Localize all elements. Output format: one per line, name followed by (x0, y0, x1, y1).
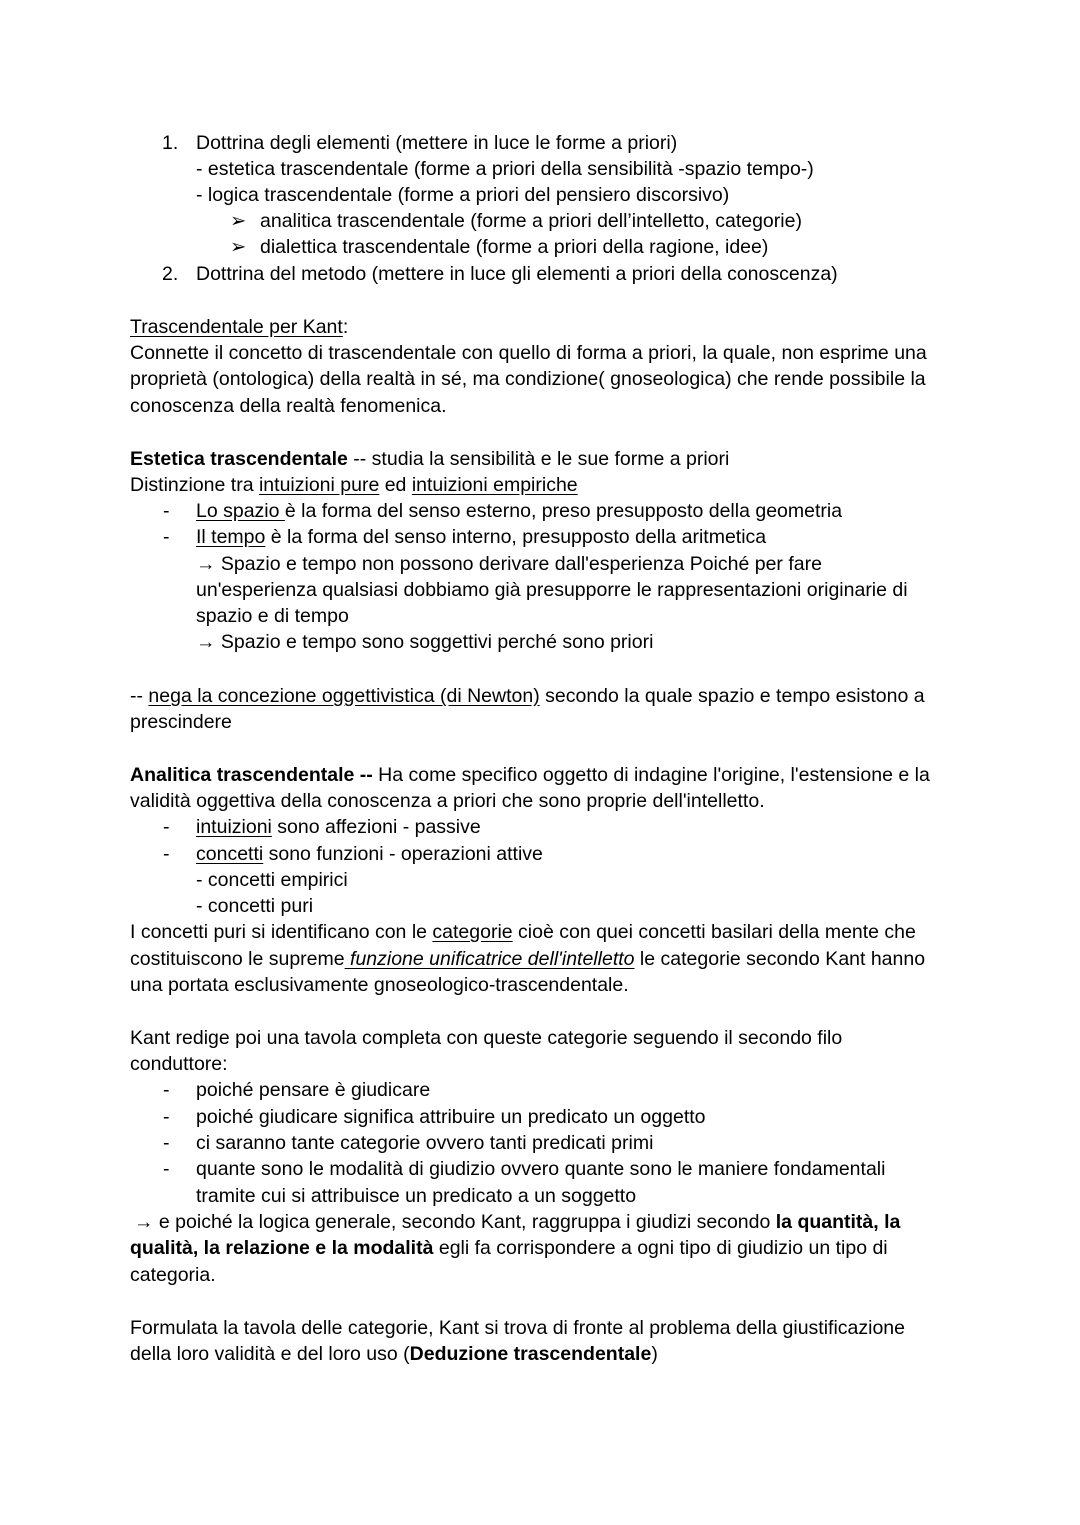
paragraph-line: proprietà (ontologica) della realtà in sé, ma condizione( gnoseologica) che rende possibile la (130, 368, 926, 390)
bullet-modalita: quante sono le modalità di giudizio ovvero quante sono le maniere fondamentali (196, 1158, 886, 1180)
nega-line: -- nega la concezione oggettivistica (di Newton) secondo la quale spazio e tempo esistono a (130, 685, 925, 707)
sub-item-concetti-empirici: - concetti empirici (196, 869, 348, 891)
paragraph-line: conoscenza della realtà fenomenica. (130, 395, 447, 417)
nega-line: prescindere (130, 711, 232, 733)
sub-sub-item-analitica: analitica trascendentale (forme a priori dell’intelletto, categorie) (260, 210, 802, 232)
list-number-2: 2. (162, 263, 179, 285)
paragraph-line: Formulata la tavola delle categorie, Kant si trova di fronte al problema della giustificazione (130, 1317, 906, 1339)
bullet-spazio: Lo spazio è la forma del senso esterno, preso presupposto della geometria (196, 500, 843, 522)
sub-item-estetica: - estetica trascendentale (forme a priori della sensibilità -spazio tempo-) (196, 158, 814, 180)
conclusion-line: un'esperienza qualsiasi dobbiamo già presupporre le rappresentazioni originarie di (196, 579, 908, 601)
list-item-dottrina-elementi: Dottrina degli elementi (mettere in luce le forme a priori) (196, 132, 678, 154)
section-heading-trascendentale: Trascendentale per Kant: (130, 316, 349, 338)
dash-bullet: - (163, 500, 170, 522)
dash-bullet: - (163, 843, 170, 865)
dash-bullet: - (163, 1079, 170, 1101)
sub-item-logica: - logica trascendentale (forme a priori del pensiero discorsivo) (196, 184, 730, 206)
bullet-giudicare: poiché giudicare significa attribuire un predicato un oggetto (196, 1106, 706, 1128)
paragraph-line: costituiscono le supreme funzione unificatrice dell'intelletto le categorie secondo Kant hanno (130, 948, 926, 970)
paragraph-line: validità oggettiva della conoscenza a priori che sono proprie dell'intelletto. (130, 790, 765, 812)
paragraph-line: Connette il concetto di trascendentale con quello di forma a priori, la quale, non esprime una (130, 342, 927, 364)
dash-bullet: - (163, 1132, 170, 1154)
section-heading-estetica: Estetica trascendentale -- studia la sensibilità e le sue forme a priori (130, 448, 730, 470)
arrow-bullet-icon: ➢ (230, 210, 247, 232)
arrow-bullet-icon: ➢ (230, 236, 247, 258)
section-heading-analitica: Analitica trascendentale -- Ha come specifico oggetto di indagine l'origine, l'estensione e la (130, 764, 930, 786)
conclusion-line: → e poiché la logica generale, secondo Kant, raggruppa i giudizi secondo la quantità, la (134, 1211, 901, 1233)
bullet-tempo: Il tempo è la forma del senso interno, presupposto della aritmetica (196, 526, 767, 548)
conclusion-line: qualità, la relazione e la modalità egli fa corrispondere a ogni tipo di giudizio un tipo di (130, 1237, 888, 1259)
bullet-intuizioni: intuizioni sono affezioni - passive (196, 816, 481, 838)
distinzione-line: Distinzione tra intuizioni pure ed intuizioni empiriche (130, 474, 578, 496)
paragraph-line: conduttore: (130, 1053, 228, 1075)
paragraph-line: I concetti puri si identificano con le categorie cioè con quei concetti basilari della mente che (130, 921, 916, 943)
sub-item-concetti-puri: - concetti puri (196, 895, 314, 917)
bullet-concetti: concetti sono funzioni - operazioni attive (196, 843, 543, 865)
dash-bullet: - (163, 526, 170, 548)
conclusion-line: categoria. (130, 1264, 216, 1286)
conclusion-line: → Spazio e tempo non possono derivare dall'esperienza Poiché per fare (196, 553, 822, 575)
conclusion-line: spazio e di tempo (196, 605, 349, 627)
list-number-1: 1. (162, 132, 179, 154)
bullet-categorie: ci saranno tante categorie ovvero tanti predicati primi (196, 1132, 654, 1154)
bullet-modalita-cont: tramite cui si attribuisce un predicato a un soggetto (196, 1185, 637, 1207)
bullet-pensare: poiché pensare è giudicare (196, 1079, 431, 1101)
dash-bullet: - (163, 816, 170, 838)
list-item-dottrina-metodo: Dottrina del metodo (mettere in luce gli elementi a priori della conoscenza) (196, 263, 838, 285)
paragraph-line: Kant redige poi una tavola completa con queste categorie seguendo il secondo filo (130, 1027, 843, 1049)
paragraph-line: della loro validità e del loro uso (Deduzione trascendentale) (130, 1343, 658, 1365)
paragraph-line: una portata esclusivamente gnoseologico-trascendentale. (130, 974, 629, 996)
conclusion-line: → Spazio e tempo sono soggettivi perché sono priori (196, 631, 654, 653)
dash-bullet: - (163, 1106, 170, 1128)
dash-bullet: - (163, 1158, 170, 1180)
sub-sub-item-dialettica: dialettica trascendentale (forme a priori della ragione, idee) (260, 236, 769, 258)
